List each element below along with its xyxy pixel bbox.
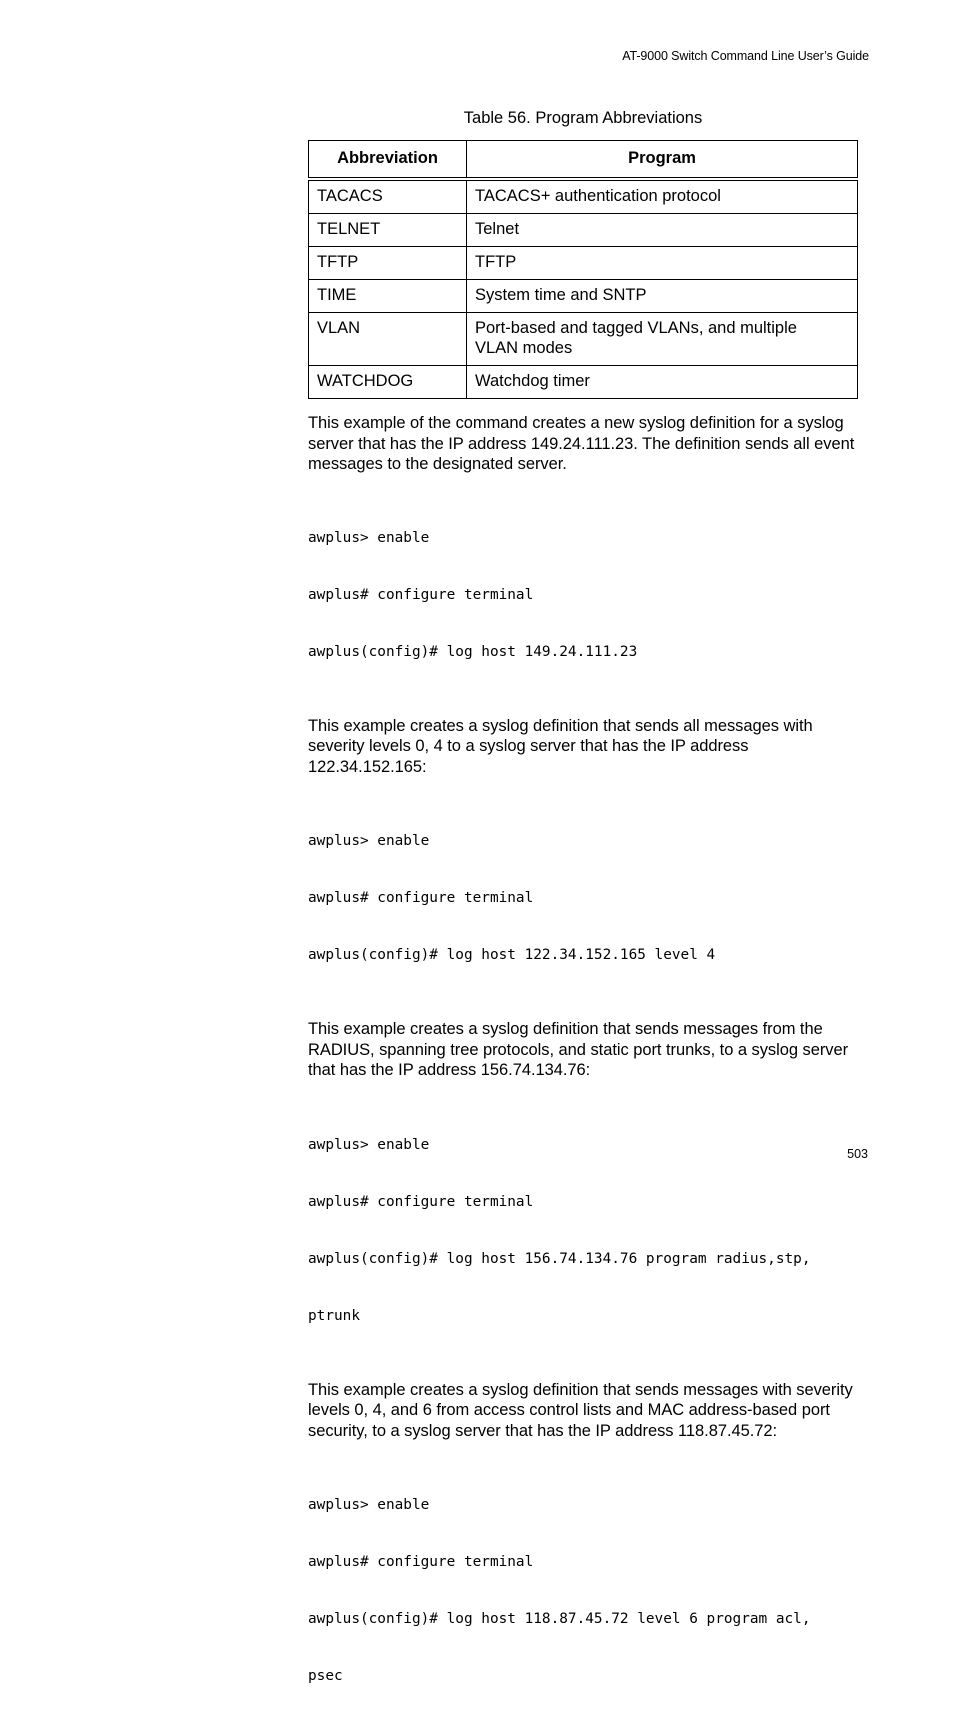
program-abbreviations-table xyxy=(308,140,858,399)
table-row xyxy=(309,214,858,247)
code-line: awplus(config)# log host 156.74.134.76 program radius,stp, xyxy=(308,1250,811,1267)
table-row xyxy=(309,313,858,366)
abbreviation-cell: TACACS xyxy=(309,179,467,214)
code-line: psec xyxy=(308,1668,343,1684)
example-2-description: This example creates a syslog definition that sends all messages with severity levels 0, 4 to a syslog server that has the IP address 122.34.152.165: xyxy=(308,716,813,776)
code-line: awplus> enable xyxy=(308,529,430,546)
program-cell: TFTP xyxy=(467,247,858,280)
code-line: awplus> enable xyxy=(308,1497,430,1513)
code-line: awplus(config)# log host 118.87.45.72 level 6 program acl, xyxy=(308,1611,811,1627)
table-row xyxy=(309,179,858,214)
program-cell: Watchdog timer xyxy=(467,366,858,399)
table-row xyxy=(309,247,858,280)
table-header-row xyxy=(309,141,858,180)
code-line: awplus(config)# log host 149.24.111.23 xyxy=(308,643,638,660)
abbreviation-cell: TFTP xyxy=(309,247,467,280)
program-cell: System time and SNTP xyxy=(467,280,858,313)
example-1-description: This example of the command creates a new syslog definition for a syslog server that has the IP address 149.24.111.23. The definition sends all event messages to the designated server. xyxy=(308,414,855,473)
example-2-code-block xyxy=(308,794,870,1003)
abbreviation-cell: TIME xyxy=(309,280,467,313)
code-line: awplus(config)# log host 122.34.152.165 level 4 xyxy=(308,947,716,963)
program-cell: Port-based and tagged VLANs, and multiple VLAN modes xyxy=(467,313,858,366)
running-header: AT-9000 Switch Command Line User’s Guide xyxy=(622,49,869,63)
example-3-code-block xyxy=(308,1098,870,1364)
example-3-description: This example creates a syslog definition that sends messages from the RADIUS, spanning tree protocols, and static port trunks, to a syslog server that has the IP address 156.74.134.76: xyxy=(308,1020,849,1079)
column-header-program: Program xyxy=(467,141,858,180)
abbreviation-cell: WATCHDOG xyxy=(309,366,467,399)
code-line: ptrunk xyxy=(308,1307,360,1324)
example-4-code-block xyxy=(308,1458,870,1724)
code-line: awplus# configure terminal xyxy=(308,1554,534,1570)
page-content xyxy=(308,108,870,1724)
code-line: awplus> enable xyxy=(308,833,430,849)
page-number: 503 xyxy=(847,1147,868,1161)
column-header-abbreviation: Abbreviation xyxy=(309,141,467,180)
abbreviation-cell: TELNET xyxy=(309,214,467,247)
example-1-code-block xyxy=(308,491,870,700)
code-line: awplus# configure terminal xyxy=(308,890,534,906)
abbreviation-cell: VLAN xyxy=(309,313,467,366)
code-line: awplus> enable xyxy=(308,1136,430,1153)
program-cell: Telnet xyxy=(467,214,858,247)
program-cell: TACACS+ authentication protocol xyxy=(467,179,858,214)
code-line: awplus# configure terminal xyxy=(308,586,534,603)
example-4-description: This example creates a syslog definition that sends messages with severity levels 0, 4, and 6 from access control lists and MAC address-based port security, to a syslog server that has the IP address 118.87.45.72: xyxy=(308,1380,853,1440)
table-row xyxy=(309,366,858,399)
table-row xyxy=(309,280,858,313)
table-caption: Table 56. Program Abbreviations xyxy=(463,109,703,127)
code-line: awplus# configure terminal xyxy=(308,1193,534,1210)
